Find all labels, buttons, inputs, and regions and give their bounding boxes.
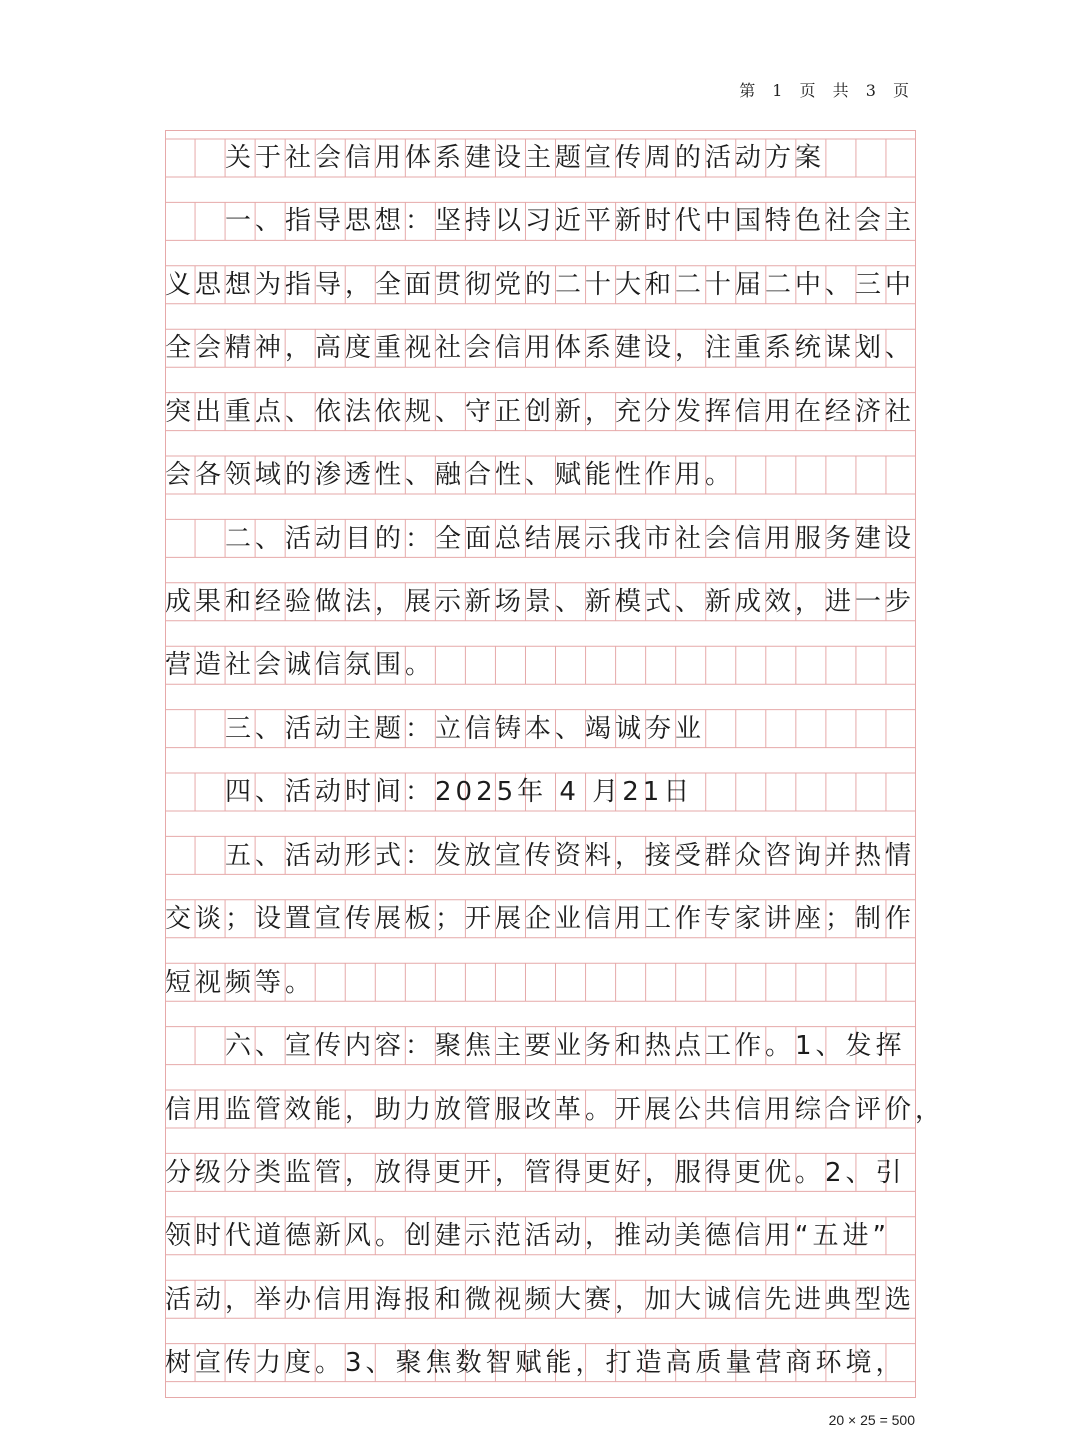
- text-line: 营造社会诚信氛围。: [165, 650, 436, 680]
- text-line: 活动，举办信用海报和微视频大赛，加大诚信先进典型选: [165, 1285, 916, 1315]
- text-line: 义思想为指导，全面贯彻党的二十大和二十届二中、三中: [165, 270, 916, 300]
- text-line: 突出重点、依法依规、守正创新，充分发挥信用在经济社: [165, 397, 916, 427]
- text-line: 一、指导思想：坚持以习近平新时代中国特色社会主: [225, 206, 916, 236]
- text-line: 分级分类监管，放得更开，管得更好，服得更优。2、引: [165, 1158, 906, 1188]
- text-line: 四、活动时间：2025年 4 月21日: [225, 777, 694, 807]
- text-line: 五、活动形式：发放宣传资料，接受群众咨询并热情: [225, 841, 916, 871]
- text-line: 领时代道德新风。创建示范活动，推动美德信用“五进”: [165, 1221, 890, 1251]
- grid-count: 20 × 25 = 500: [828, 1412, 915, 1428]
- text-line: 短视频等。: [165, 968, 316, 998]
- text-line: 三、活动主题：立信铸本、竭诚夯业: [225, 714, 706, 744]
- text-line: 树宣传力度。3、聚焦数智赋能，打造高质量营商环境，: [165, 1348, 906, 1378]
- page-number: 第 1 页 共 3 页: [739, 81, 915, 100]
- document-text: [165, 130, 946, 1398]
- text-line: 二、活动目的：全面总结展示我市社会信用服务建设: [225, 524, 916, 554]
- document-title: 关于社会信用体系建设主题宣传周的活动方案: [225, 143, 826, 173]
- grid-paper: [165, 130, 946, 1398]
- text-line: 全会精神，高度重视社会信用体系建设，注重系统谋划、: [165, 333, 916, 363]
- text-line: 交谈；设置宣传展板；开展企业信用工作专家讲座；制作: [165, 904, 916, 934]
- text-line: 六、宣传内容：聚焦主要业务和热点工作。1、发挥: [225, 1031, 906, 1061]
- text-line: 会各领域的渗透性、融合性、赋能性作用。: [165, 460, 736, 490]
- text-line: 信用监管效能，助力放管服改革。开展公共信用综合评价，: [165, 1095, 946, 1125]
- text-line: 成果和经验做法，展示新场景、新模式、新成效，进一步: [165, 587, 916, 617]
